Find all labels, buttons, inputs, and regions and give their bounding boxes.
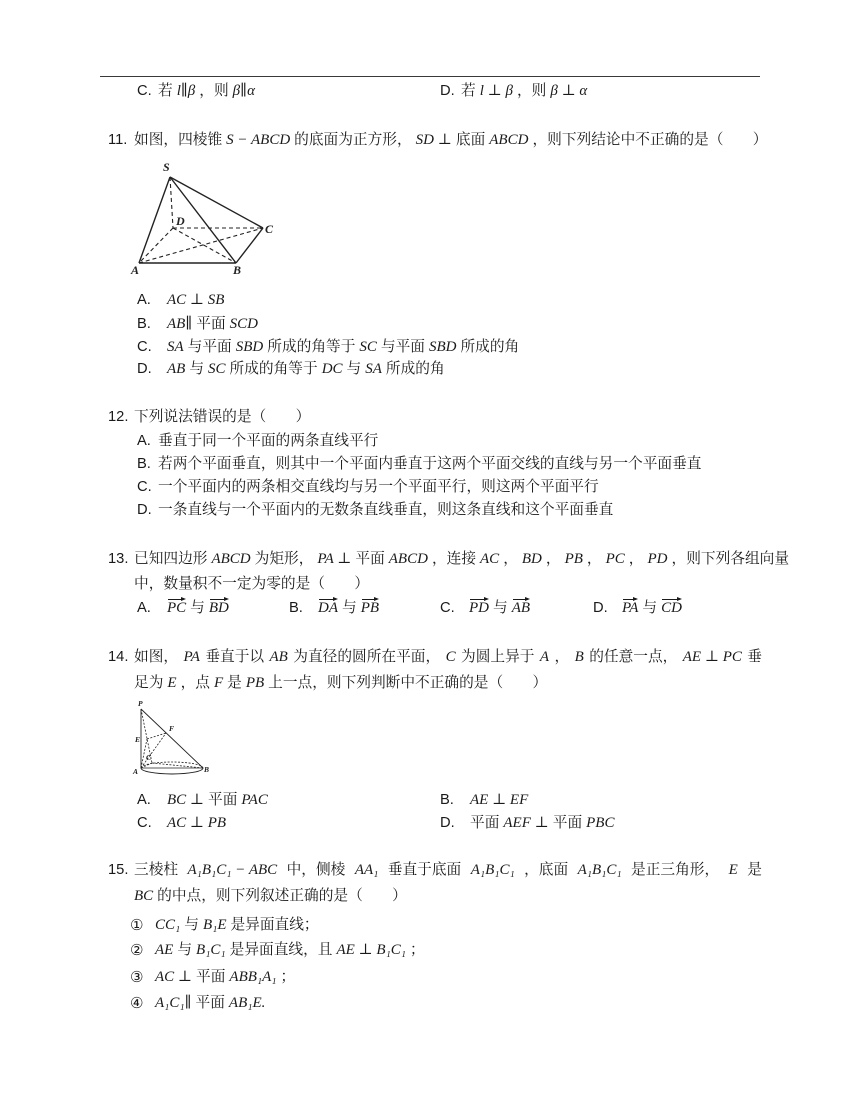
math-expression: PAC — [241, 792, 268, 808]
text-run: 垂 — [747, 649, 762, 665]
math-expression: CC₁ — [155, 917, 181, 933]
text-run: 若两个平面垂直，则其中一个平面内垂直于这两个平面交线的直线与另一个平面垂直 — [158, 456, 702, 472]
text-run: 的中点，则下列叙述正确的是（ ） — [157, 888, 407, 904]
math-expression: AE ⊥ PC — [682, 649, 742, 665]
vector-symbol: AB — [511, 600, 531, 616]
text-run: 为圆上异于 — [461, 649, 535, 665]
math-expression: ABCD — [211, 551, 251, 567]
option-text — [167, 314, 262, 334]
math-expression: SBD — [428, 339, 457, 355]
diagonal-db-hidden — [173, 228, 236, 263]
math-expression: AC ⊥ PB — [167, 815, 227, 831]
text-run: 一个平面内的两条相交直线均与另一个平面平行，则这两个平面平行 — [158, 479, 599, 495]
math-expression: AB — [167, 361, 186, 377]
math-expression: A — [539, 649, 550, 665]
option-label: A. — [137, 600, 151, 616]
question-13-options — [0, 598, 860, 618]
statement-text — [155, 915, 319, 935]
text-run: ，点 — [180, 675, 210, 691]
math-expression: AC ⊥ — [155, 969, 193, 985]
statement-text — [155, 967, 295, 987]
text-run: 与 — [184, 917, 199, 933]
text-run: ，连接 — [431, 551, 477, 567]
option-text — [158, 500, 613, 520]
text-run: ， — [545, 551, 561, 567]
text-run: 是正三角形， — [631, 862, 720, 878]
math-expression: PC — [605, 551, 625, 567]
question-14-stem-line-2 — [0, 673, 860, 693]
option-text — [167, 290, 228, 310]
text-run: 与平面 — [380, 339, 425, 355]
option-label: D. — [440, 815, 455, 831]
statement-number: ② — [130, 941, 144, 959]
vector-symbol: PD — [469, 600, 489, 616]
math-expression: DC — [321, 361, 343, 377]
math-expression: SCD — [229, 316, 258, 332]
option-label: D. — [137, 502, 152, 518]
vector-symbol: PA — [622, 600, 639, 616]
question-13-stem-line-1 — [0, 549, 860, 569]
question-14-stem-line-1 — [0, 647, 860, 667]
math-expression: AE ⊥ EF — [470, 792, 529, 808]
question-stem — [134, 860, 762, 880]
question-14-options-row-2 — [0, 813, 860, 833]
math-expression: E — [167, 675, 177, 691]
statement-text — [155, 993, 269, 1013]
question-stem — [134, 886, 407, 906]
option-text — [167, 813, 230, 833]
math-expression: l∥β — [176, 83, 196, 99]
math-expression: PA ⊥ — [317, 551, 352, 567]
edge-bc — [236, 228, 263, 263]
statement-number: ④ — [130, 994, 144, 1012]
math-expression: ABB₁A₁ — [229, 969, 277, 985]
text-run: 垂直于底面 — [387, 862, 462, 878]
question-11-option-b — [0, 314, 860, 334]
question-12-option-c — [0, 477, 860, 497]
math-expression: l ⊥ β — [479, 83, 513, 99]
base-circle-front-arc — [141, 768, 203, 774]
point-label-a: A — [133, 767, 139, 776]
point-label-e: E — [135, 735, 141, 744]
vector-symbol: BD — [208, 600, 229, 616]
statement-number: ① — [130, 916, 144, 934]
math-expression: SA — [365, 361, 382, 377]
text-run: 已知四边形 — [134, 551, 208, 567]
text-run: 与 — [190, 600, 205, 616]
text-run: 是异面直线； — [230, 917, 319, 933]
text-run: 三棱柱 — [134, 862, 179, 878]
question-15-stem-line-2 — [0, 886, 860, 906]
text-run: 平面 — [195, 995, 225, 1011]
question-15-stem-line-1 — [0, 860, 860, 880]
option-label: B. — [137, 456, 151, 472]
cone-circle-figure — [125, 698, 220, 780]
option-text — [158, 431, 378, 451]
option-text — [469, 598, 534, 618]
question-15-statement-3 — [0, 967, 860, 987]
option-label: C. — [137, 83, 152, 99]
statement-text — [155, 940, 425, 960]
text-run: 与 — [346, 361, 362, 377]
question-12-stem-line-1 — [0, 407, 860, 427]
question-11-option-d — [0, 359, 860, 379]
text-run: 所成的角 — [385, 361, 445, 377]
math-expression: PD — [647, 551, 668, 567]
text-run: ， — [586, 551, 602, 567]
math-expression: B₁E — [202, 917, 227, 933]
text-run: ，则下列结论中不正确的是（ ） — [532, 132, 768, 148]
math-expression: PA — [183, 649, 200, 665]
option-label: A. — [137, 792, 151, 808]
text-run: 如图， — [134, 649, 179, 665]
question-15-statement-4 — [0, 993, 860, 1013]
option-text — [461, 81, 591, 101]
text-run: 平面 — [196, 316, 226, 332]
text-run: 平面 — [208, 792, 238, 808]
math-expression: AB∥ — [167, 316, 193, 332]
vector-symbol: CD — [661, 600, 682, 616]
vertex-label-b: B — [233, 263, 242, 277]
option-text — [470, 790, 532, 810]
question-stem — [134, 574, 369, 594]
text-run: 平面 — [355, 551, 385, 567]
option-label: B. — [137, 316, 151, 332]
option-label: D. — [593, 600, 608, 616]
math-expression: A₁B₁C₁ — [577, 862, 622, 878]
math-expression: AE ⊥ B₁C₁ — [336, 942, 406, 958]
option-text — [158, 81, 259, 101]
math-expression: F — [213, 675, 224, 691]
question-number: 13. — [108, 551, 129, 567]
text-run: 为矩形， — [254, 551, 314, 567]
text-run: ； — [410, 942, 425, 958]
text-run: 一条直线与一个平面内的无数条直线垂直，则这条直线和这个平面垂直 — [158, 502, 614, 518]
question-14-options-row-1 — [0, 790, 860, 810]
text-run: 中，数量积不一定为零的是（ ） — [134, 576, 370, 592]
option-label: D. — [137, 361, 152, 377]
text-run: 所成的角等于 — [267, 339, 356, 355]
math-expression: AB₁E. — [228, 995, 266, 1011]
option-text — [158, 454, 701, 474]
question-13-stem-line-2 — [0, 574, 860, 594]
statement-number: ③ — [130, 968, 144, 986]
math-expression: AA₁ — [354, 862, 379, 878]
diagonal-ac-hidden — [139, 228, 263, 263]
math-expression: AE — [155, 942, 174, 958]
text-run: ； — [280, 969, 296, 985]
text-run: ，底面 — [524, 862, 569, 878]
text-run: 下列说法错误的是（ ） — [134, 409, 311, 425]
text-run: 与 — [342, 600, 357, 616]
question-12-option-a — [0, 431, 860, 451]
vector-symbol: DA — [318, 600, 338, 616]
text-run: 是 — [747, 862, 762, 878]
text-run: 与 — [189, 361, 205, 377]
option-text — [167, 337, 519, 357]
option-text — [622, 598, 686, 618]
question-12-option-b — [0, 454, 860, 474]
question-stem — [134, 407, 310, 427]
text-run: ，则下列各组向量 — [671, 551, 790, 567]
question-number: 15. — [108, 862, 129, 878]
vector-symbol: PB — [360, 600, 380, 616]
text-run: ，则 — [199, 83, 229, 99]
text-run: 与 — [493, 600, 508, 616]
math-expression: A₁B₁C₁ − ABC — [187, 862, 278, 878]
point-label-f: F — [169, 724, 175, 733]
question-11-option-c — [0, 337, 860, 357]
edge-sa — [139, 177, 170, 263]
text-run: ， — [503, 551, 518, 567]
question-number: 14. — [108, 649, 129, 665]
text-run: 是 — [227, 675, 242, 691]
math-expression: B₁C₁ — [196, 942, 226, 958]
text-run: 是异面直线，且 — [229, 942, 333, 958]
option-label: C. — [137, 815, 152, 831]
previous-question-options — [0, 81, 860, 101]
point-label-b: B — [204, 765, 210, 774]
math-expression: BD — [521, 551, 542, 567]
question-stem — [134, 130, 767, 150]
text-run: 的任意一点， — [589, 649, 678, 665]
math-expression: ABCD — [388, 551, 428, 567]
text-run: 与 — [642, 600, 658, 616]
option-text — [158, 477, 599, 497]
text-run: 若 — [461, 83, 476, 99]
math-expression: AC — [480, 551, 500, 567]
text-run: 底面 — [455, 132, 486, 148]
text-run: 平面 — [470, 815, 500, 831]
option-label: B. — [440, 792, 454, 808]
question-number: 11. — [108, 132, 128, 148]
edge-sd-hidden — [170, 177, 173, 228]
math-expression: PBC — [586, 815, 615, 831]
math-expression: BC ⊥ — [167, 792, 205, 808]
math-expression: β∥α — [232, 83, 255, 99]
segment-cb — [152, 763, 203, 768]
math-expression: C — [445, 649, 456, 665]
segment-ef — [147, 733, 166, 739]
vertex-label-a: A — [131, 263, 140, 277]
pyramid-figure — [125, 155, 285, 280]
math-expression: BC — [134, 888, 154, 904]
vertex-label-s: S — [163, 160, 170, 174]
question-11-option-a — [0, 290, 860, 310]
question-stem — [134, 549, 790, 569]
text-run: 中，侧棱 — [286, 862, 346, 878]
math-expression: SC — [208, 361, 226, 377]
text-run: 所成的角等于 — [229, 361, 318, 377]
math-expression: A₁C₁∥ — [155, 995, 192, 1011]
math-expression: AC ⊥ SB — [167, 292, 225, 308]
math-expression: β ⊥ α — [550, 83, 588, 99]
math-expression: SA — [167, 339, 184, 355]
math-expression: SD ⊥ — [415, 132, 452, 148]
question-15-statement-1 — [0, 915, 860, 935]
text-run: 如图，四棱锥 — [134, 132, 223, 148]
text-run: ， — [554, 649, 570, 665]
math-expression: E — [728, 862, 738, 878]
vertex-label-c: C — [265, 222, 274, 236]
math-expression: AEF ⊥ — [503, 815, 549, 831]
text-run: 与平面 — [187, 339, 232, 355]
math-expression: B — [574, 649, 584, 665]
option-label: A. — [137, 292, 151, 308]
question-15-statement-2 — [0, 940, 860, 960]
text-run: 与 — [177, 942, 193, 958]
math-expression: ABCD — [489, 132, 529, 148]
math-expression: S − ABCD — [226, 132, 291, 148]
option-text — [167, 790, 272, 810]
math-expression: A₁B₁C₁ — [470, 862, 515, 878]
option-label: A. — [137, 433, 151, 449]
question-stem — [134, 647, 762, 667]
option-label: B. — [289, 600, 303, 616]
option-label: C. — [137, 339, 152, 355]
option-text — [470, 813, 618, 833]
option-text — [167, 359, 445, 379]
question-12-option-d — [0, 500, 860, 520]
text-run: 垂直于以 — [205, 649, 265, 665]
text-run: 足为 — [134, 675, 164, 691]
option-label: D. — [440, 83, 455, 99]
option-text — [167, 598, 233, 618]
text-run: 的底面为正方形， — [294, 132, 412, 148]
text-run: 平面 — [552, 815, 583, 831]
text-run: ，则 — [516, 83, 547, 99]
question-11-stem-line-1 — [0, 130, 860, 150]
math-expression: PB — [245, 675, 265, 691]
text-run: 垂直于同一个平面的两条直线平行 — [158, 433, 379, 449]
option-label: C. — [137, 479, 152, 495]
option-label: C. — [440, 600, 455, 616]
text-run: 平面 — [196, 969, 226, 985]
option-text — [318, 598, 383, 618]
question-stem — [134, 673, 547, 693]
base-circle-back-arc — [141, 762, 203, 768]
vector-symbol: PC — [167, 600, 187, 616]
math-expression: PB — [564, 551, 583, 567]
math-expression: SBD — [235, 339, 264, 355]
text-run: 上一点，则下列判断中不正确的是（ ） — [268, 675, 548, 691]
text-run: 若 — [158, 83, 173, 99]
question-number: 12. — [108, 409, 129, 425]
text-run: 所成的角 — [460, 339, 520, 355]
header-rule — [100, 76, 760, 77]
vertex-label-d: D — [176, 214, 185, 228]
point-label-p: P — [138, 699, 143, 708]
math-expression: AB — [269, 649, 288, 665]
text-run: ， — [628, 551, 644, 567]
math-expression: SC — [359, 339, 377, 355]
point-label-c: C — [146, 753, 152, 762]
text-run: 为直径的圆所在平面， — [293, 649, 441, 665]
